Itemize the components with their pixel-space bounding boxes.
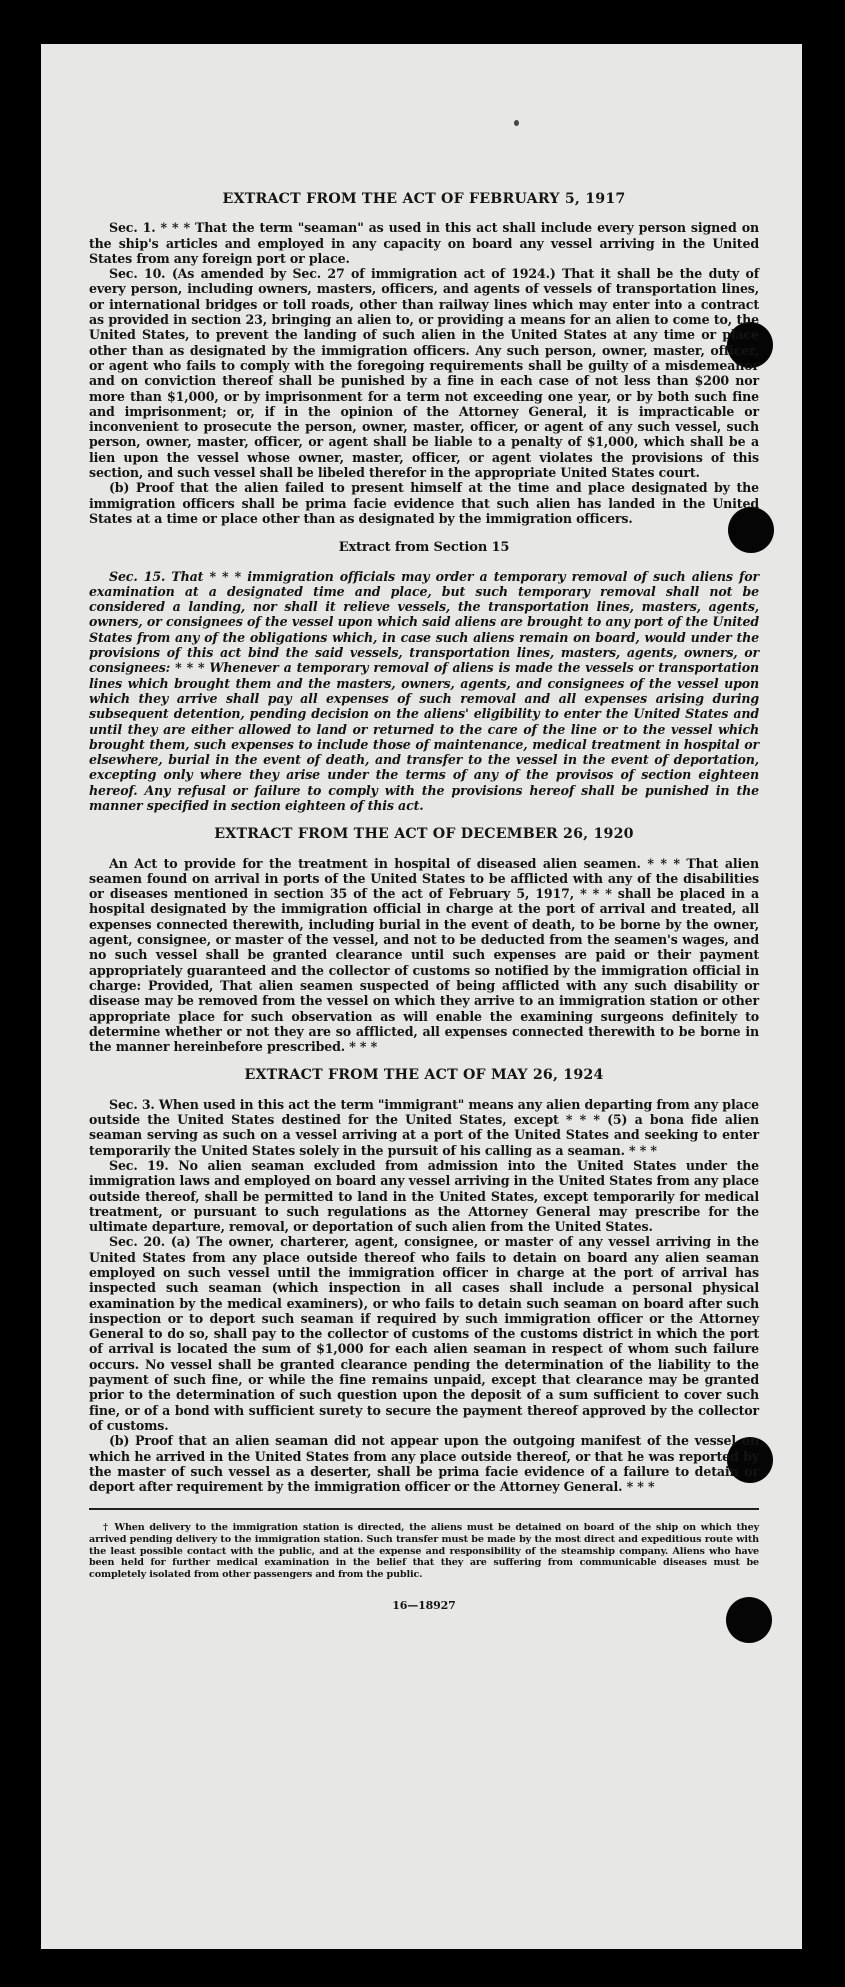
paragraph: Sec. 20. (a) The owner, charterer, agent, consignee, or master of any vessel arriving in the United States from any place outside thereof who fails to detain on board any alien seaman employed on such vessel until the immigration officer in charge at the port of arrival has inspected such seaman (which inspection in all cases shall include a personal physical examination by the medical examiners), or who fails to detain such seaman on board after such inspection or to deport such seaman if required by such immigration officer or the Attorney General to do so, shall pay to the collector of customs of the customs district in which the port of arrival is located the sum of $1,000 for each alien seaman in respect of whom such failure occurs. No vessel shall be granted clearance pending the determination of the liability to the payment of such fine, or while the fine remains unpaid, except that clearance may be granted prior to the determination of such question upon the deposit of a sum sufficient to cover such fine, or of a bond with sufficient surety to secure the payment thereof approved by the collector of customs. (89, 1234, 759, 1433)
section-heading: Extract from Section 15 (338, 540, 510, 556)
document-body (89, 192, 759, 1614)
section-heading: EXTRACT FROM THE ACT OF FEBRUARY 5, 1917 (222, 191, 626, 207)
paragraph: (b) Proof that an alien seaman did not appear upon the outgoing manifest of the vessel on which he arrived in the United States from any place outside thereof, or that he was reported by the master of such vessel as a deserter, shall be prima facie evidence of a failure to detain or deport after requirement by the immigration officer or the Attorney General. * * * (89, 1433, 759, 1495)
page-number: 16—18927 (392, 1599, 456, 1613)
section-act-1924 (89, 1068, 759, 1494)
paragraph: Sec. 3. When used in this act the term "immigrant" means any alien departing from any place outside the United States destined for the United States, except * * * (5) a bona fide alien seaman serving as such on a vessel arriving at a port of the United States and seeking to enter temporarily the United States solely in the pursuit of his calling as a seaman. * * * (89, 1096, 759, 1158)
section-extract-15 (89, 540, 759, 813)
document-page (41, 44, 802, 1949)
section-act-1920 (89, 827, 759, 1054)
paragraph: An Act to provide for the treatment in hospital of diseased alien seamen. * * * That alien seamen found on arrival in ports of the United States to be afflicted with any of the disabilities or diseases mentioned in section 35 of the act of February 5, 1917, * * * shall be placed in a hospital designated by the immigration official in charge at the port of arrival and treated, all expenses connected therewith, including burial in the event of death, to be borne by the owner, agent, consignee, or master of the vessel, and not to be deducted from the seamen's wages, and no such vessel shall be granted clearance until such expenses are paid or their payment appropriately guaranteed and the collector of customs so notified by the immigration official in charge: Provided, That alien seamen suspected of being afflicted with any such disability or disease may be removed from the vessel on which they arrive to an immigration station or other appropriate place for such observation as will enable the examining surgeons definitely to determine whether or not they are so afflicted, all expenses connected therewith to be borne in the manner hereinbefore prescribed. * * * (89, 855, 759, 1055)
paragraph: Sec. 15. That * * * immigration officials may order a temporary removal of such aliens for examination at a designated time and place, but such temporary removal shall not be considered a landing, nor shall it relieve vessels, the transportation lines, masters, agents, owners, or consignees of the vessel upon which said aliens are brought to any port of the United States from any of the obligations which, in case such aliens remain on board, would under the provisions of this act bind the said vessels, transportation lines, masters, agents, owners, or consignees: * * * Whenever a temporary removal of aliens is made the vessels or transportation lines which brought them and the masters, owners, agents, and consignees of the vessel upon which they arrive shall pay all expenses of such removal and all expenses arising during subsequent detention, pending decision on the aliens' eligibility to enter the United States and until they are either allowed to land or returned to the care of the line or to the vessel which brought them, such expenses to include those of maintenance, medical treatment in hospital or elsewhere, burial in the event of death, and transfer to the vessel in the event of deportation, excepting only where they arise under the terms of any of the provisos of section eighteen hereof. Any refusal or failure to comply with the provisions hereof shall be punished in the manner specified in section eighteen of this act. (89, 568, 759, 813)
footnote-divider (89, 1508, 759, 1510)
footnote (89, 1522, 759, 1580)
footnote-text: † When delivery to the immigration station is directed, the aliens must be detained on board of the ship on which they arrived pending delivery to the immigration station. Such transfer must be made by the most direct and expeditious route with the least possible contact with the public, and at the expense and responsibility of the steamship company. Aliens who have been held for further medical examination in the belief that they are suffering from communicable diseases must be completely isolated from other passengers and from the public. (89, 1522, 759, 1580)
paragraph: Sec. 1. * * * That the term "seaman" as used in this act shall include every person signed on the ship's articles and employed in any capacity on board any vessel arriving in the United States from any foreign port or place. (89, 220, 759, 266)
paragraph: Sec. 19. No alien seaman excluded from admission into the United States under the immigration laws and employed on board any vessel arriving in the United States from any place outside thereof, shall be permitted to land in the United States, except temporarily for medical treatment, or pursuant to such regulations as the Attorney General may prescribe for the ultimate departure, removal, or deportation of such alien from the United States. (89, 1157, 760, 1235)
section-heading: EXTRACT FROM THE ACT OF MAY 26, 1924 (244, 1067, 604, 1084)
paragraph: Sec. 10. (As amended by Sec. 27 of immigration act of 1924.) That it shall be the duty of every person, including owners, masters, officers, and agents of vessels of transportation lines, or international bridges or toll roads, other than railway lines which may enter into a contract as provided in section 23, bringing an alien to, or providing a means for an alien to come to, the United States, to prevent the landing of such alien in the United States at any time or place other than as designated by the immigration officers. Any such person, owner, master, officer, or agent who fails to comply with the foregoing requirements shall be guilty of a misdemeanor and on conviction thereof shall be punished by a fine in each case of not less than $200 nor more than $1,000, or by imprisonment for a term not exceeding one year, or by both such fine and imprisonment; or, if in the opinion of the Attorney General, it is impracticable or inconvenient to prosecute the person, owner, master, officer, or agent of any such vessel, such person, owner, master, officer, or agent shall be liable to a penalty of $1,000, which shall be a lien upon the vessel whose owner, master, officer, or agent violates the provisions of this section, and such vessel shall be libeled therefor in the appropriate United States court. (89, 266, 759, 481)
paper-speck (514, 120, 519, 126)
section-heading: EXTRACT FROM THE ACT OF DECEMBER 26, 1920 (214, 826, 634, 843)
section-act-1917 (89, 192, 759, 526)
paragraph: (b) Proof that the alien failed to present himself at the time and place designated by the immigration officers shall be prima facie evidence that such alien has landed in the United States at a time or place other than as designated by the immigration officers. (89, 480, 759, 526)
